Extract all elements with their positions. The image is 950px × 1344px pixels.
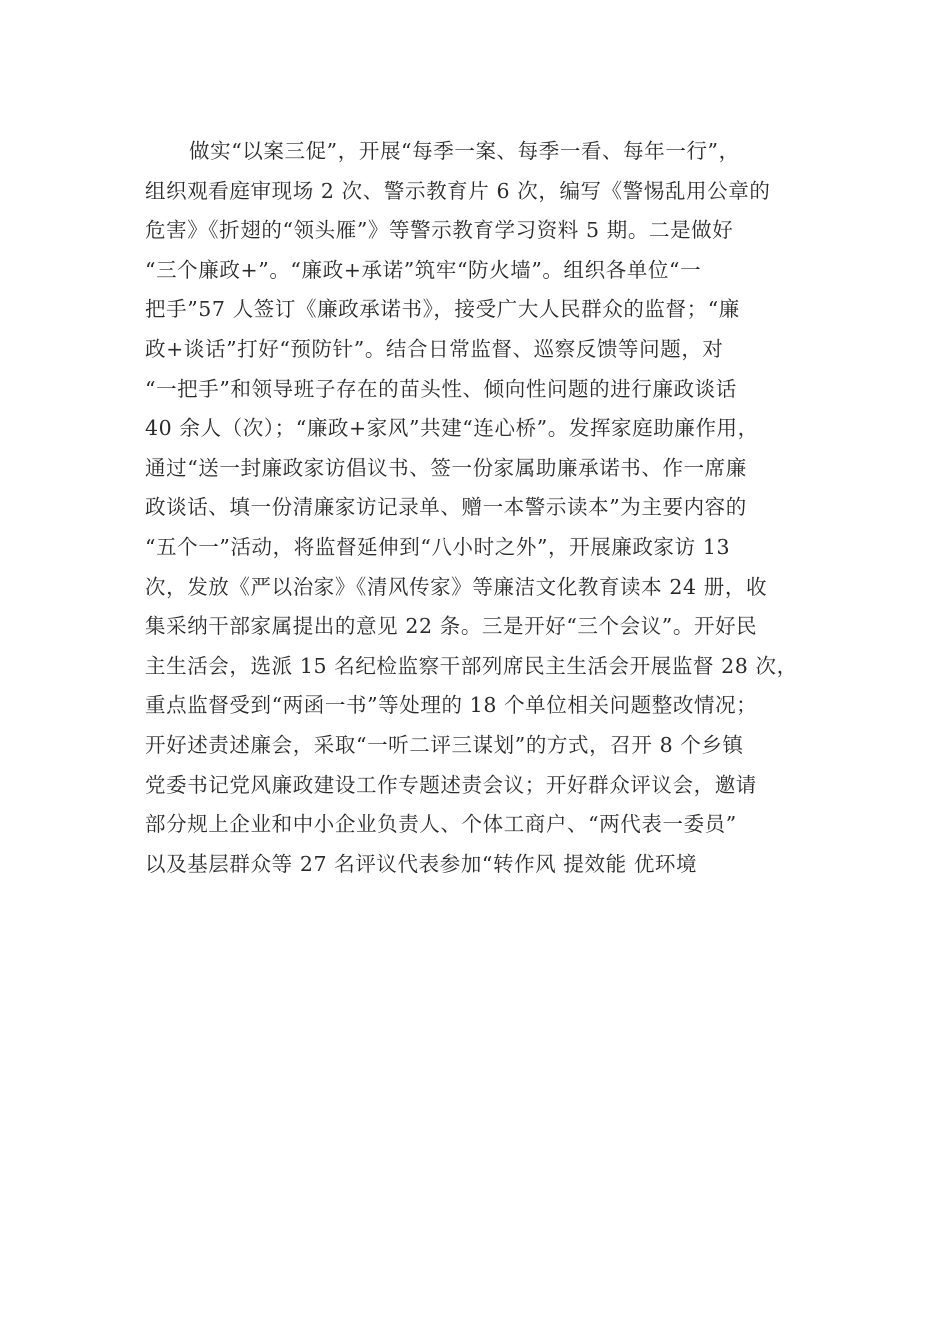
text-line: 主生活会，选派 15 名纪检监察干部列席民主生活会开展监督 28 次， bbox=[145, 653, 798, 678]
text-line: 重点监督受到“两函一书”等处理的 18 个单位相关问题整改情况； bbox=[145, 693, 758, 718]
text-line: 次，发放《严以治家》《清风传家》等廉洁文化教育读本 24 册，收 bbox=[145, 574, 768, 599]
text-line: 把手”57 人签订《廉政承诺书》，接受广大人民群众的监督；“廉 bbox=[145, 297, 740, 322]
text-line: 开好述责述廉会，采取“一听二评三谋划”的方式，召开 8 个乡镇 bbox=[145, 732, 744, 757]
text-line: 以及基层群众等 27 名评议代表参加“转作风 提效能 优环境 bbox=[145, 851, 698, 876]
text-line: “五个一”活动，将监督延伸到“八小时之外”，开展廉政家访 13 bbox=[145, 534, 731, 559]
text-line: “三个廉政+”。“廉政+承诺”筑牢“防火墙”。组织各单位“一 bbox=[145, 257, 702, 282]
text-line: 部分规上企业和中小企业负责人、个体工商户、“两代表一委员” bbox=[145, 812, 737, 837]
text-line: 40 余人（次）；“廉政+家风”共建“连心桥”。发挥家庭助廉作用， bbox=[145, 416, 759, 441]
text-line: 通过“送一封廉政家访倡议书、签一份家属助廉承诺书、作一席廉 bbox=[145, 455, 747, 480]
text-line: 组织观看庭审现场 2 次、警示教育片 6 次，编写《警惕乱用公章的 bbox=[145, 178, 771, 203]
text-line: 政+谈话”打好“预防针”。结合日常监督、巡察反馈等问题，对 bbox=[145, 336, 724, 361]
text-line: 危害》《折翅的“领头雁”》等警示教育学习资料 5 期。二是做好 bbox=[145, 218, 734, 243]
text-line: 做实“以案三促”，开展“每季一案、每季一看、每年一行”， bbox=[189, 139, 740, 163]
text-line: “一把手”和领导班子存在的苗头性、倾向性问题的进行廉政谈话 bbox=[145, 376, 737, 401]
text-line: 政谈话、填一份清廉家访记录单、赠一本警示读本”为主要内容的 bbox=[145, 495, 747, 520]
text-line: 集采纳干部家属提出的意见 22 条。三是开好“三个会议”。开好民 bbox=[145, 614, 758, 639]
text-line: 党委书记党风廉政建设工作专题述责会议；开好群众评议会，邀请 bbox=[145, 772, 757, 797]
body-paragraph bbox=[145, 132, 825, 884]
